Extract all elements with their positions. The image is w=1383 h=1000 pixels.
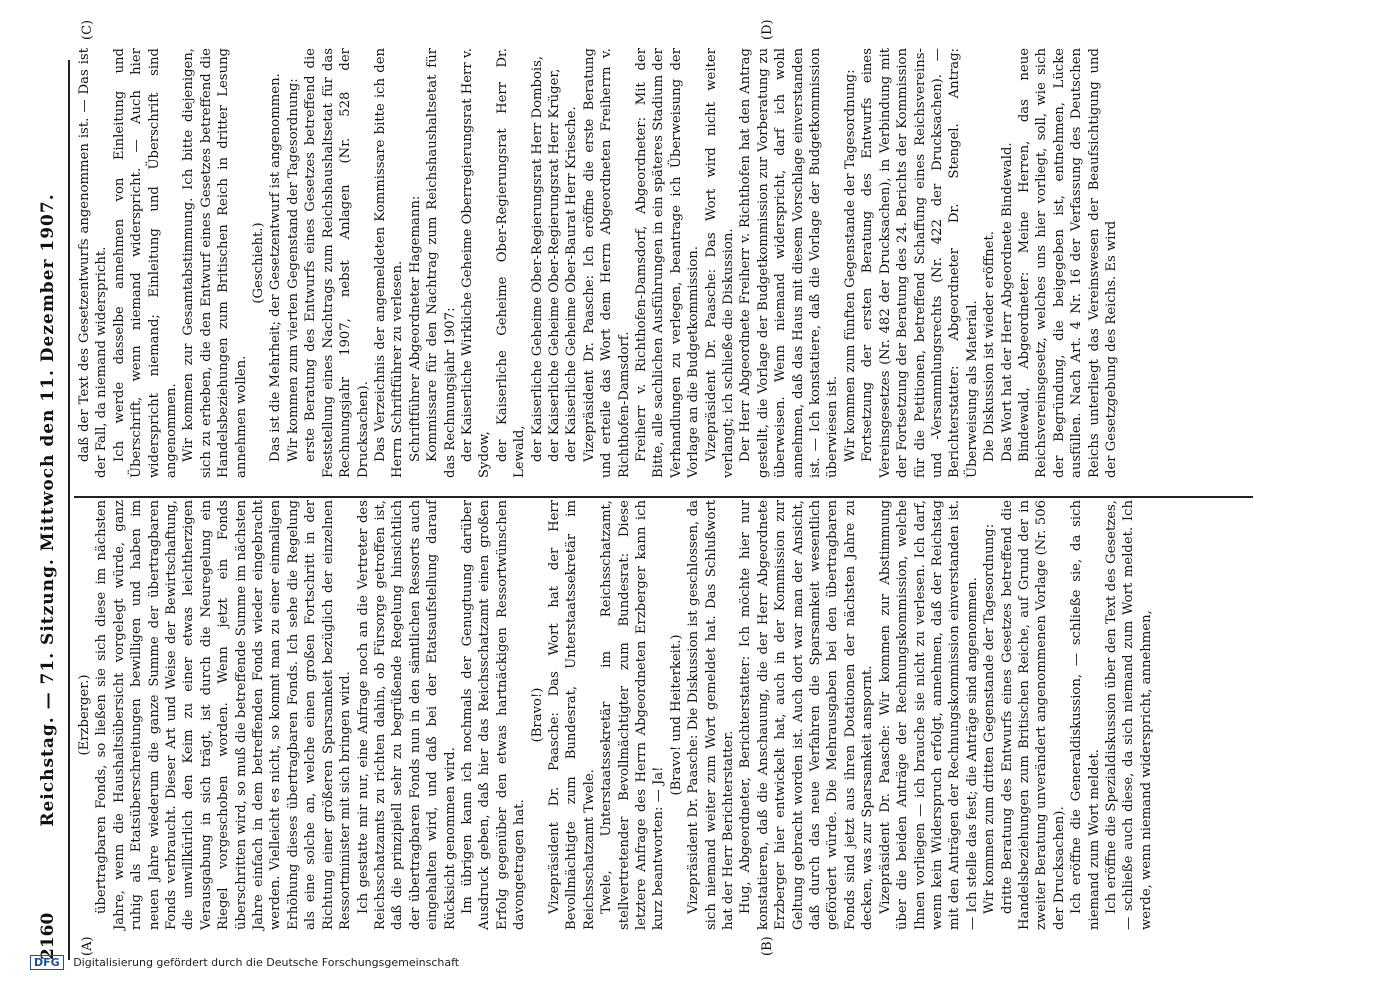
margin-marker-d: (D) — [760, 19, 775, 40]
page-number: 2160 — [38, 912, 58, 960]
paragraph: Wir kommen zur Gesamtabstimmung. Ich bitte diejenigen, sich zu erheben, die den Entwurf eines Gesetzes betreffend die Handelsbeziehungen zum Britischen Reich in dritter Lesung annehmen wollen. — [181, 48, 249, 478]
paragraph: erste Beratung des Entwurfs eines Gesetzes betreffend die Feststellung eines Nachtrags zum Reichshaushaltsetat für das Rechnungsjahr 1907, nebst Anlagen (Nr. 528 der Drucksachen). — [303, 48, 371, 478]
margin-marker-b: (B) — [760, 936, 775, 956]
credit-text: Digitalisierung gefördert durch die Deutsche Forschungsgemeinschaft — [73, 956, 460, 969]
page-title: Reichstag. — 71. Sitzung. Mittwoch den 11. Dezember 1907. — [38, 193, 58, 827]
paragraph: Die Diskussion ist wieder eröffnet. — [982, 231, 998, 462]
right-text-column — [76, 48, 1120, 478]
left-text-column — [76, 500, 1155, 930]
paragraph: Vizepräsident Dr. Paasche: Ich eröffne die erste Beratung und erteile das Wort dem Herrn Abgeordneten Freiherrn v. Richthofen-Damsdorf. — [581, 48, 632, 478]
paragraph: Ich eröffne die Generaldiskussion, — schließe sie, da sich niemand zum Wort meldet. — [1069, 500, 1102, 930]
margin-marker-c: (C) — [80, 19, 95, 40]
paragraph: Ich eröffne die Spezialdiskussion über den Text des Gesetzes, — schließe auch diese, da sich niemand zum Wort meldet. Ich werde, wenn niemand widerspricht, annehmen, — [1103, 500, 1154, 930]
paragraph: Wir kommen zum dritten Gegenstande der Tagesordnung: — [982, 523, 998, 914]
paragraph: der Kaiserliche Geheime Ober-Regierungsrat Herr Dr. Lewald, — [494, 48, 528, 478]
paragraph: dritte Beratung des Entwurfs eines Gesetzes betreffend die Handelsbeziehungen zum Britischen Reiche, auf Grund der in zweiter Beratung unverändert angenommenen Vorlage (Nr. 506 der Drucksachen). — [999, 500, 1067, 930]
paragraph: der Kaiserliche Geheime Ober-Baurat Herr Kriesche. — [564, 106, 580, 462]
paragraph: (Bravo! und Heiterkeit.) — [668, 634, 684, 796]
paragraph: Schriftführer Abgeordneter Hagemann: — [407, 195, 423, 462]
paragraph: Das Verzeichnis der angemeldeten Kommissare bitte ich den Herrn Schriftführer zu verlesen. — [372, 48, 406, 478]
digitization-credit — [30, 955, 459, 970]
paragraph: Wir kommen zum vierten Gegenstand der Tagesordnung: — [285, 78, 301, 462]
paragraph: Ich werde dasselbe annehmen von Einleitung und Überschrift, wenn niemand widerspricht. — Auch hier widerspricht niemand; Einleitung und Überschrift sind angenommen. — [111, 48, 180, 478]
paragraph: Das ist die Mehrheit; der Gesetzentwurf ist angenommen. — [268, 73, 284, 462]
paragraph: Hug, Abgeordneter, Berichterstatter: Ich möchte hier nur konstatieren, daß die Anschauung, die der Herr Abgeordnete Erzberger hier entwickelt hat, auch in der Kommission zur Geltung gebracht worden ist. Auch dort war man der Ansicht, daß durch das neue Verfahren die Sparsamkeit wesentlich gefördert würde. Die Mehrausgaben bei den übertragbaren Fonds sind jetzt aus ihren Dotationen der nächsten Jahre zu decken, was zur Sparsamkeit anspornt. — [738, 500, 876, 930]
paragraph: Wir kommen zum fünften Gegenstande der Tagesordnung: — [842, 69, 858, 462]
paragraph: Vizepräsident Dr. Paasche: Das Wort hat der Herr Bevollmächtigte zum Bundesrat, Unterstaatssekretär im Reichsschatzamt Twele. — [546, 500, 597, 930]
paragraph: daß der Text des Gesetzentwurfs angenommen ist. — Das ist der Fall, da niemand widerspricht. — [77, 48, 110, 478]
paragraph: der Kaiserliche Geheime Ober-Regierungsrat Herr Dombois, — [529, 55, 545, 462]
page-header — [38, 60, 66, 960]
paragraph: Der Herr Abgeordnete Freiherr v. Richthofen hat den Antrag gestellt, die Vorlage der Budgetkommission zur Vorberatung zu überweisen. Wenn niemand widerspricht, darf ich wohl annehmen, daß das Haus mit diesem Vorschlage einverstanden ist. — Ich konstatiere, daß die Vorlage der Budgetkommission überwiesen ist. — [738, 48, 841, 478]
margin-marker-a: (A) — [80, 936, 95, 956]
paragraph: Ich gestatte mir nur, eine Anfrage noch an die Vertreter des Reichsschatzamts zu richten dahin, ob Fürsorge getroffen ist, daß die prinzipiell sehr zu begrüßende Regelung hinsichtlich der übertragbaren Fonds nun in den sämtlichen Ressorts auch eingehalten wird, und daß bei der Etatsaufstellung darauf Rücksicht genommen wird. — [355, 500, 458, 930]
column-divider — [74, 496, 1253, 498]
paragraph: Kommissare für den Nachtrag zum Reichshaushaltsetat für das Rechnungsjahr 1907: — [425, 48, 458, 478]
paragraph: Vizepräsident Dr. Paasche: Die Diskussion ist geschlossen, da sich niemand weiter zum Wort gemeldet hat. Das Schlußwort hat der Herr Berichterstatter. — [686, 500, 737, 930]
paragraph: Freiherr v. Richthofen-Damsdorf, Abgeordneter: Mit der Bitte, alle sachlichen Ausführungen in ein späteres Stadium der Verhandlungen zu verlegen, beantrage ich Überweisung der Vorlage an die Budgetkommission. — [634, 48, 702, 478]
paragraph: (Geschieht.) — [251, 222, 267, 304]
paragraph: Das Wort hat der Herr Abgeordnete Bindewald. — [999, 142, 1015, 462]
paragraph: Vizepräsident Dr. Paasche: Wir kommen zur Abstimmung über die beiden Anträge der Rechnungskommission, welche Ihnen vorliegen — ich brauche sie nicht zu verlesen. Ich darf, wenn kein Widerspruch erfolgt, annehmen, daß der Reichstag mit den Anträgen der Rechnungskommission einverstanden ist. — Ich stelle das fest; die Anträge sind angenommen. — [877, 500, 980, 930]
paragraph: (Bravo!) — [529, 687, 545, 743]
dfg-logo: DFG — [30, 955, 64, 970]
paragraph: Im übrigen kann ich nochmals der Genugtuung darüber Ausdruck geben, daß hier das Reichsschatzamt einen großen Erfolg gegenüber den etwas hartnäckigen Ressortwünschen davongetragen hat. — [459, 500, 528, 930]
paragraph: Twele, Unterstaatssekretär im Reichsschatzamt, stellvertretender Bevollmächtigter zum Bundesrat: Diese letztere Anfrage des Herrn Abgeordneten Erzberger kann ich kurz beantworten: — Ja! — [599, 500, 667, 930]
header-rule — [68, 60, 70, 960]
paragraph: Bindewald, Abgeordneter: Meine Herren, das neue Reichsvereinsgesetz, welches uns hier vorliegt, soll, wie sich der Begründung, die beigegeben ist, entnehmen, Lücke ausfüllen. Nach Art. 4 Nr. 16 der Verfassung des Deutschen Reichs unterliegt das Vereinswesen der Beaufsichtigung und der Gesetzgebung des Reichs. Es wird — [1016, 48, 1119, 478]
paragraph: übertragbaren Fonds, so ließen sie sich diese im nächsten Jahre, wenn die Haushaltsübersicht vorgelegt würde, ganz ruhig als Etatsüberschreitungen bewilligen und haben im neuen Jahre wiederum die ganze Summe der übertragbaren Fonds verbraucht. Dieser Art und Weise der Bewirtschaftung, die unwillkürlich den Keim zu einer etwas leichtherzigen Verausgabung in sich trägt, ist durch die Neuregelung ein Riegel vorgeschoben worden. Wenn jetzt ein Fonds überschritten wird, so muß die betreffende Summe im nächsten Jahre einfach in dem betreffenden Fonds wieder eingebracht werden. Vielleicht es nicht, so kommt man zu einer einmaligen Erhöhung dieses übertragbaren Fonds. Ich sehe die Regelung als eine solche an, welche einen großen Fortschritt in der Richtung einer größeren Sparsamkeit bezüglich der einzelnen Ressortminister mit sich bringen wird. — [94, 500, 354, 930]
paragraph: der Kaiserliche Geheime Ober-Regierungsrat Herr Krüger, — [546, 68, 562, 462]
paragraph: (Erzberger.) — [77, 674, 92, 756]
paragraph: Vizepräsident Dr. Paasche: Das Wort wird nicht weiter verlangt; ich schließe die Diskussion. — [703, 48, 737, 478]
paragraph: der Kaiserliche Wirkliche Geheime Oberregierungsrat Herr v. Sydow, — [459, 48, 493, 478]
paragraph: Fortsetzung der ersten Beratung des Entwurfs eines Vereinsgesetzes (Nr. 482 der Drucksachen), in Verbindung mit der Fortsetzung der Beratung des 24. Berichts der Kommission für die Petitionen, betreffend Schaffung eines Reichsvereins- und -Versammlungsrechts (Nr. 422 der Drucksachen). — Berichterstatter: Abgeordneter Dr. Stengel. Antrag: Überweisung als Material. — [860, 48, 980, 478]
